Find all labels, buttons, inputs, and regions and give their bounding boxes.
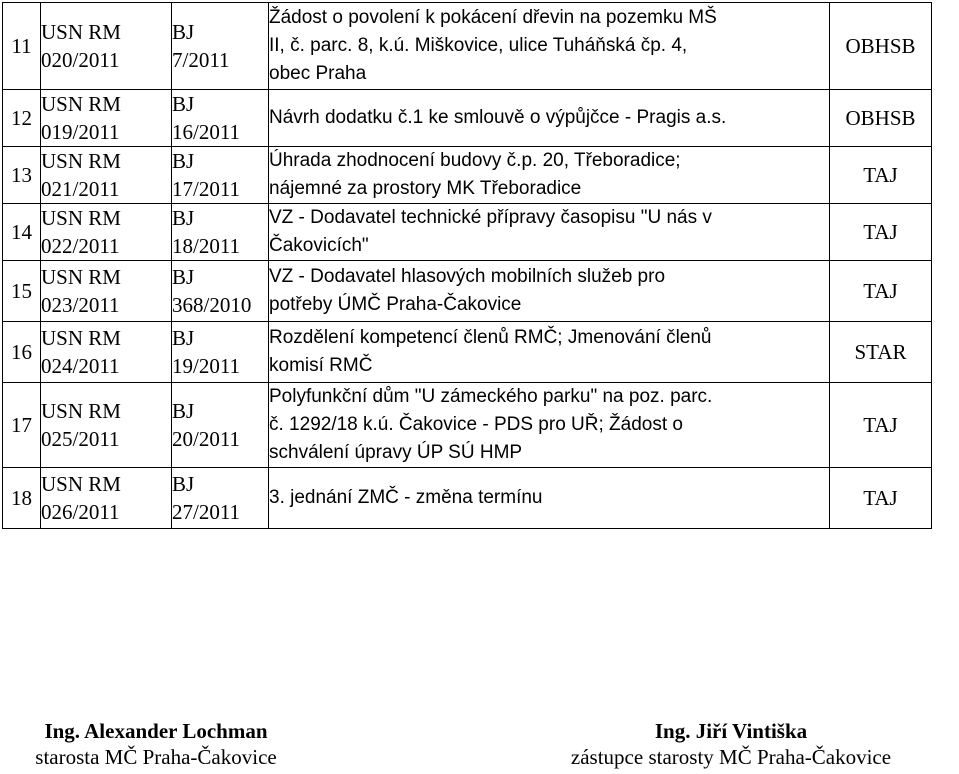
subject (269, 204, 830, 261)
resolution-number-line: USN RM (41, 472, 121, 496)
resolution-number-line: USN RM (41, 206, 121, 230)
bj-number (172, 261, 269, 322)
resolution-number (41, 204, 172, 261)
subject (269, 147, 830, 204)
resolution-number-line: 020/2011 (41, 48, 120, 72)
subject-line: Úhrada zhodnocení budovy č.p. 20, Třeboradice; (269, 150, 681, 171)
resolution-number-line: 021/2011 (41, 177, 120, 201)
subject (269, 468, 830, 529)
resolution-number (41, 383, 172, 468)
resolution-number-line: USN RM (41, 20, 121, 44)
subject-line: nájemné za prostory MK Třeboradice (269, 178, 582, 199)
signature-left-name: Ing. Alexander Lochman (44, 719, 268, 743)
row-number: 11 (3, 3, 41, 90)
subject (269, 90, 830, 147)
subject-line: obec Praha (269, 63, 367, 84)
signature-left (0, 718, 312, 770)
bj-number-line: BJ (172, 92, 195, 116)
department: OBHSB (830, 3, 932, 90)
bj-number-line: BJ (172, 472, 195, 496)
bj-number-line: 20/2011 (172, 427, 241, 451)
subject (269, 261, 830, 322)
bj-number (172, 322, 269, 383)
table-row (3, 468, 932, 529)
table-row (3, 383, 932, 468)
table-row (3, 3, 932, 90)
signature-right-name: Ing. Jiří Vintiška (654, 719, 808, 743)
resolution-number-line: 022/2011 (41, 234, 120, 258)
bj-number-line: BJ (172, 206, 195, 230)
row-number: 13 (3, 147, 41, 204)
subject (269, 383, 830, 468)
subject-line: č. 1292/18 k.ú. Čakovice - PDS pro UŘ; Žádost o (269, 414, 683, 435)
bj-number-line: 18/2011 (172, 234, 241, 258)
table-row (3, 322, 932, 383)
department: OBHSB (830, 90, 932, 147)
resolution-number-line: USN RM (41, 265, 121, 289)
subject-line: Rozdělení kompetencí členů RMČ; Jmenování členů (269, 327, 712, 348)
subject (269, 322, 830, 383)
row-number: 16 (3, 322, 41, 383)
subject-line: VZ - Dodavatel technické přípravy časopisu "U nás v (269, 207, 712, 228)
resolution-number-line: 024/2011 (41, 354, 120, 378)
subject-line: schválení úpravy ÚP SÚ HMP (269, 442, 523, 463)
signature-left-role: starosta MČ Praha-Čakovice (35, 745, 277, 769)
bj-number (172, 147, 269, 204)
bj-number (172, 383, 269, 468)
resolution-number-line: 019/2011 (41, 120, 120, 144)
subject (269, 3, 830, 90)
department: TAJ (830, 383, 932, 468)
department: TAJ (830, 204, 932, 261)
resolution-number-line: 025/2011 (41, 427, 120, 451)
resolution-number (41, 3, 172, 90)
department: TAJ (830, 147, 932, 204)
bj-number-line: BJ (172, 149, 195, 173)
bj-number-line: 368/2010 (172, 293, 252, 317)
subject-line: Polyfunkční dům "U zámeckého parku" na poz. parc. (269, 386, 713, 407)
resolution-number-line: USN RM (41, 92, 121, 116)
bj-number-line: BJ (172, 326, 195, 350)
resolution-number-line: 026/2011 (41, 500, 120, 524)
department: TAJ (830, 468, 932, 529)
subject-line: Návrh dodatku č.1 ke smlouvě o výpůjčce - Pragis a.s. (269, 107, 727, 128)
resolution-number (41, 468, 172, 529)
bj-number (172, 3, 269, 90)
subject-line: VZ - Dodavatel hlasových mobilních služeb pro (269, 266, 666, 287)
bj-number-line: BJ (172, 20, 195, 44)
subject-line: 3. jednání ZMČ - změna termínu (269, 487, 543, 508)
resolution-number-line: 023/2011 (41, 293, 120, 317)
resolution-number (41, 322, 172, 383)
bj-number-line: 7/2011 (172, 48, 230, 72)
bj-number-line: 19/2011 (172, 354, 241, 378)
resolution-number (41, 90, 172, 147)
resolution-table (2, 2, 932, 529)
department: STAR (830, 322, 932, 383)
bj-number-line: 16/2011 (172, 120, 241, 144)
bj-number (172, 468, 269, 529)
bj-number-line: BJ (172, 399, 195, 423)
resolution-number-line: USN RM (41, 399, 121, 423)
subject-line: komisí RMČ (269, 355, 373, 376)
row-number: 15 (3, 261, 41, 322)
resolution-number-line: USN RM (41, 149, 121, 173)
table-row (3, 90, 932, 147)
signature-right (525, 718, 937, 770)
table-row (3, 261, 932, 322)
subject-line: potřeby ÚMČ Praha-Čakovice (269, 294, 522, 315)
table-row (3, 147, 932, 204)
resolution-number-line: USN RM (41, 326, 121, 350)
signature-right-role: zástupce starosty MČ Praha-Čakovice (570, 745, 892, 769)
row-number: 14 (3, 204, 41, 261)
table-row (3, 204, 932, 261)
row-number: 18 (3, 468, 41, 529)
subject-line: Žádost o povolení k pokácení dřevin na pozemku MŠ (269, 7, 717, 28)
subject-line: II, č. parc. 8, k.ú. Miškovice, ulice Tuháňská čp. 4, (269, 35, 688, 56)
bj-number-line: 27/2011 (172, 500, 241, 524)
resolution-number (41, 261, 172, 322)
subject-line: Čakovicích" (269, 235, 369, 256)
bj-number-line: BJ (172, 265, 195, 289)
bj-number (172, 204, 269, 261)
row-number: 12 (3, 90, 41, 147)
department: TAJ (830, 261, 932, 322)
bj-number-line: 17/2011 (172, 177, 241, 201)
bj-number (172, 90, 269, 147)
resolution-number (41, 147, 172, 204)
row-number: 17 (3, 383, 41, 468)
